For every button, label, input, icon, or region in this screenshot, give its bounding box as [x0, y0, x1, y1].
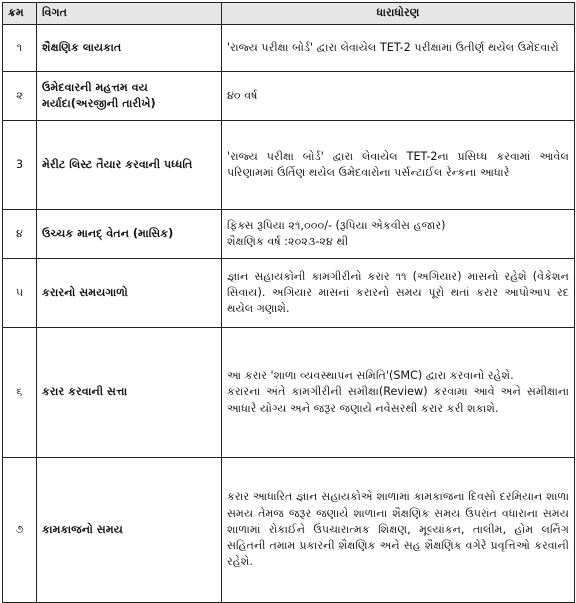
- row-criteria: 'રાજ્ય પરીક્ષા બોર્ડ' દ્વારા લેવાયેલ TET-2ના પ્રસિધ્ધ કરવામાં આવેલ પરિણામમાં ઉર્તિણ થયેલ ઉમેદવારોના પર્સન્ટાઈલ રેન્કના આધારે: [222, 121, 575, 210]
- header-criteria: ધારાધોરણ: [222, 3, 575, 25]
- row-criteria: કરાર આધારિત જ્ઞાન સહાયકોએ શાળામાં કામકાજનાં દિવસો દરમિયાન શાળા સમય તેમજ જરૂર જણાયે શાળાના શૈક્ષણિક સમય ઉપરાંત વધારાના સમય શાળામાં રોકાઈને ઉપચારાત્મક શિક્ષણ, મૂલ્યાંકન, તાલીમ, હોમ લર્નિંગ સહિતની તમામ પ્રકારની શૈક્ષણિક અને સહ શૈક્ષણિક વગેરે પ્રવૃત્તિઓ કરવાની રહેશે.: [222, 458, 575, 603]
- row-detail: કરાર કરવાની સત્તા: [37, 328, 222, 458]
- header-serial-number: ક્રમ: [3, 3, 37, 25]
- table-row: [3, 72, 575, 121]
- row-detail: ઉમેદવારની મહત્તમ વય મર્યાદા(અરજીની તારીખે): [37, 72, 222, 121]
- table-row: [3, 25, 575, 72]
- row-criteria: ૪૦ વર્ષ: [222, 72, 575, 121]
- row-detail: મેરીટ લિસ્ટ તૈયાર કરવાની પધ્ધતિ: [37, 121, 222, 210]
- row-number: ૬: [3, 328, 37, 458]
- row-criteria: 'રાજ્ય પરીક્ષા બોર્ડ' દ્વારા લેવાયેલ TET-2 પરીક્ષામાં ઉતીર્ણ થયેલ ઉમેદવારો: [222, 25, 575, 72]
- header-detail: વિગત: [37, 3, 222, 25]
- criteria-line: આ કરાર 'શાળા વ્યવસ્થાપન સમિતિ'(SMC) દ્વારા કરવાનો રહેશે.: [227, 369, 514, 383]
- table-header-row: [3, 3, 575, 25]
- table-row: [3, 210, 575, 259]
- row-number: ૨: [3, 72, 37, 121]
- row-criteria: [222, 210, 575, 259]
- row-criteria: [222, 328, 575, 458]
- table-row: [3, 259, 575, 328]
- table-row: [3, 458, 575, 603]
- row-detail: શૈક્ષણિક લાયકાત: [37, 25, 222, 72]
- row-criteria: જ્ઞાન સહાયકોની કામગીરીનો કરાર ૧૧ (અગિયાર) માસનો રહેશે (વેકેશન સિવાય). અગિયાર માસનાં કરારનો સમય પૂરો થતાં કરાર આપોઆપ રદ થયેલ ગણાશે.: [222, 259, 575, 328]
- row-detail: ઉચ્ચક માનદ્ વેતન (માસિક): [37, 210, 222, 259]
- row-number: ૪: [3, 210, 37, 259]
- row-number: ૭: [3, 458, 37, 603]
- row-number: ૧: [3, 25, 37, 72]
- row-detail: કરારનો સમયગાળો: [37, 259, 222, 328]
- criteria-line: કરારના અંતે કામગીરીની સમીક્ષા(Review) કરવામા આવે અને સમીક્ષાના આધારે યોગ્ય અને જરૂર જણાયે નવેસરથી કરાર કરી શકાશે.: [227, 385, 569, 415]
- row-number: 3: [3, 121, 37, 210]
- table-row: [3, 121, 575, 210]
- criteria-line: શૈક્ષણિક વર્ષ :૨૦૨૩-૨૪ થી: [227, 235, 349, 248]
- table-row: [3, 328, 575, 458]
- criteria-table: [2, 2, 575, 603]
- row-detail: કામકાજનો સમય: [37, 458, 222, 603]
- criteria-line: ફિક્સ રૂપિયા ૨૧,૦૦૦/- (રૂપિયા એકવીસ હજાર): [227, 218, 446, 232]
- row-number: ૫: [3, 259, 37, 328]
